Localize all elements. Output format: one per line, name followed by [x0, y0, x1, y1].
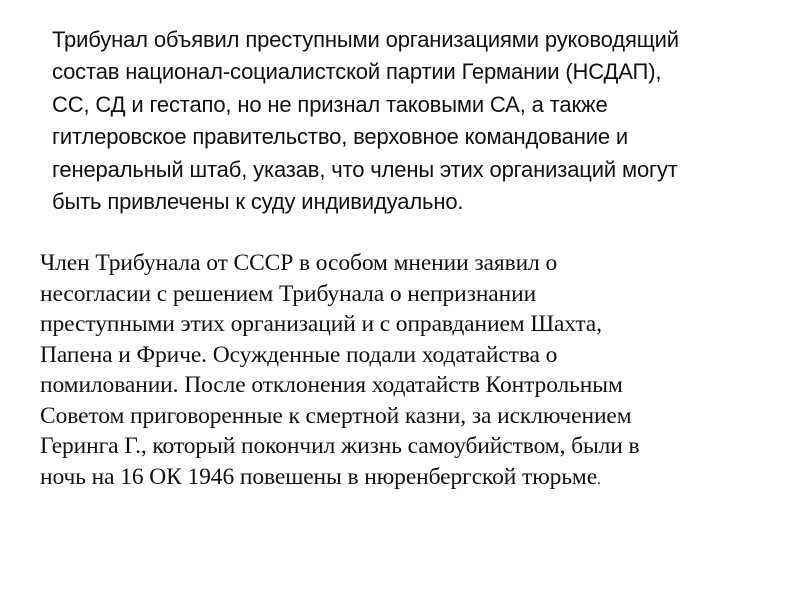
paragraph2-final-dot: . — [597, 471, 601, 488]
paragraph-tribunal-verdict — [52, 24, 782, 218]
paragraph1-line: состав национал-социалистской партии Германии (НСДАП), — [52, 59, 662, 85]
paragraph2-line: Геринга Г., который покончил жизнь самоубийством, были в — [40, 433, 640, 459]
paragraph1-line: быть привлечены к суду индивидуально. — [52, 189, 464, 215]
paragraph2-line: несогласии с решением Трибунала о непризнании — [40, 280, 537, 307]
paragraph2-line: Папена и Фриче. Осужденные подали ходатайства о — [40, 341, 558, 368]
paragraph-soviet-dissent — [40, 248, 770, 495]
paragraph1-line: генеральный штаб, указав, что члены этих организаций могут — [52, 156, 678, 182]
paragraph2-last-line-text: ночь на 16 ОК 1946 повешены в нюренбергской тюрьме — [40, 463, 598, 490]
paragraph1-line: СС, СД и гестапо, но не признал таковыми СА, а также — [52, 91, 608, 117]
paragraph2-line: Советом приговоренные к смертной казни, за исключением — [40, 402, 632, 429]
paragraph2-line: помиловании. После отклонения ходатайств Контрольным — [40, 372, 623, 398]
paragraph2-line: Член Трибунала от СССР в особом мнении заявил о — [40, 250, 558, 276]
paragraph1-line: Трибунал объявил преступными организациями руководящий — [52, 27, 679, 52]
paragraph2-line: преступными этих организаций и с оправданием Шахта, — [40, 311, 602, 337]
paragraph2-last-line — [40, 462, 770, 496]
paragraph1-line: гитлеровское правительство, верховное командование и — [52, 124, 629, 150]
